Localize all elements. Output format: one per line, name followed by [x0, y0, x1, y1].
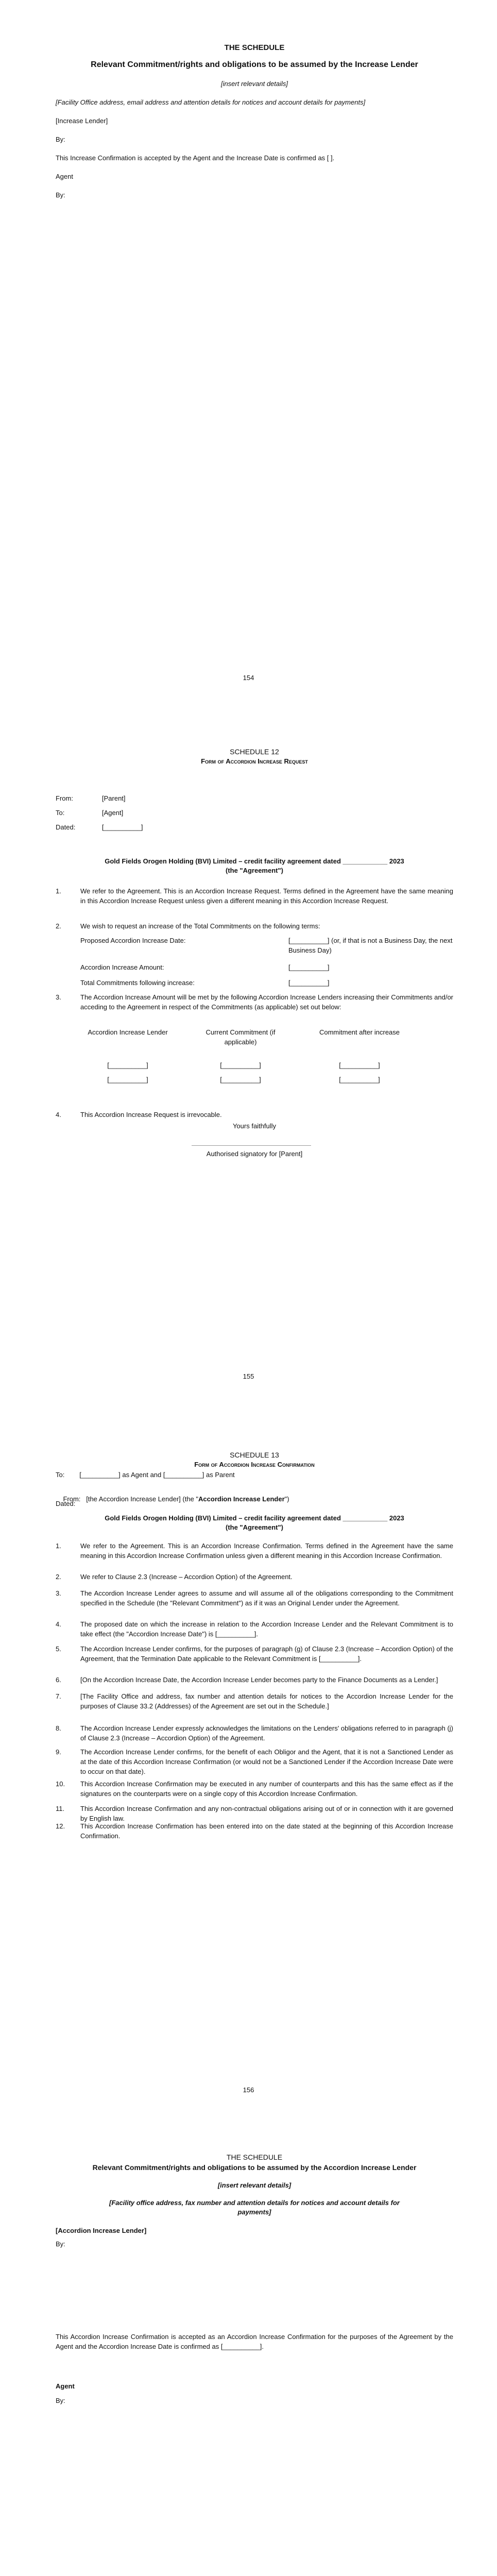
- item-text: [On the Accordion Increase Date, the Accordion Increase Lender becomes party to the Finance Documents as a Lender.]: [80, 1676, 438, 1684]
- from-line-pre: From: [the Accordion Increase Lender] (the ": [63, 1495, 199, 1503]
- insert-details: [insert relevant details]: [217, 2181, 292, 2189]
- table-cell: [__________]: [220, 1061, 261, 1069]
- item-number: 11.: [56, 1805, 65, 1812]
- item-number: 7.: [56, 1692, 61, 1700]
- term-value: [__________]: [288, 979, 330, 987]
- page-number: 154: [243, 674, 254, 682]
- page-155: [0, 703, 497, 1406]
- from-line-defined-term: Accordion Increase Lender: [198, 1495, 285, 1503]
- agreement-line-1: Gold Fields Orogen Holding (BVI) Limited – credit facility agreement dated ____________ 2023: [105, 1514, 404, 1522]
- list-item: [56, 1645, 453, 1664]
- dated-label: Dated:: [56, 823, 76, 831]
- list-item: [56, 1572, 453, 1582]
- term-value: [__________] (or, if that is not a Business Day, the next Business Day): [288, 937, 453, 954]
- to-row: [56, 808, 123, 818]
- table-cell: [__________]: [220, 1076, 261, 1083]
- dated-row: [56, 823, 143, 833]
- accepted-text: This Accordion Increase Confirmation is accepted as an Accordion Increase Confirmation for the purposes of the Agreement by the Agent and the Accordion Increase Date is confirmed as [__________].: [56, 2333, 453, 2350]
- term-value: [__________]: [288, 963, 330, 971]
- term-label: Total Commitments following increase:: [80, 979, 195, 987]
- increase-lender-label: [Accordion Increase Lender]: [56, 2227, 147, 2234]
- item-text: This Accordion Increase Request is irrevocable.: [80, 1111, 222, 1118]
- list-item: [56, 1110, 453, 1120]
- agreement-line-1: Gold Fields Orogen Holding (BVI) Limited – credit facility agreement dated ____________ 2023: [105, 857, 404, 865]
- dated-value: [__________]: [102, 823, 143, 831]
- item-text: [The Facility Office and address, fax number and attention details for notices to the Accordion Increase Lender for the purposes of Clause 33.2 (Addresses) of the Agreement are set out in the Schedule.]: [80, 1692, 453, 1710]
- item-number: 12.: [56, 1822, 65, 1830]
- table-cell: [__________]: [107, 1076, 148, 1083]
- item-number: 3.: [56, 993, 61, 1001]
- from-row: [56, 794, 126, 804]
- item-number: 1.: [56, 1542, 61, 1550]
- page-154: [0, 0, 497, 703]
- list-item: [56, 993, 453, 1012]
- item-number: 2.: [56, 1573, 61, 1581]
- insert-details: [insert relevant details]: [220, 80, 288, 88]
- item-number: 3.: [56, 1589, 61, 1597]
- item-number: 2.: [56, 922, 61, 930]
- page-156: [0, 1406, 497, 2110]
- list-item: [56, 1541, 453, 1561]
- table-header-cell: Accordion Increase Lender: [88, 1028, 168, 1036]
- item-text: We refer to Clause 2.3 (Increase – Accordion Option) of the Agreement.: [80, 1573, 293, 1581]
- agent-label: Agent: [56, 173, 73, 180]
- by-label-1: By:: [56, 135, 65, 143]
- schedule-subtitle: Relevant Commitment/rights and obligations to be assumed by the Increase Lender: [91, 60, 418, 69]
- list-item: [56, 1675, 453, 1685]
- list-item: [56, 1724, 453, 1743]
- schedule-title: THE SCHEDULE: [224, 43, 285, 52]
- item-text: The Accordion Increase Lender agrees to assume and will assume all of the obligations corresponding to the Commitment specified in the Schedule (the "Relevant Commitment") as if it was an Original Lender under the Agreement.: [80, 1589, 453, 1607]
- page-number: 155: [243, 1372, 254, 1380]
- agent-label: Agent: [56, 2382, 75, 2390]
- from-value: [Parent]: [102, 794, 126, 802]
- list-item: [56, 922, 453, 931]
- to-value: [Agent]: [102, 809, 124, 817]
- item-text: The Accordion Increase Lender confirms, for the benefit of each Obligor and the Agent, that it is not a Sanctioned Lender as at the date of this Accordion Increase Confirmation (or would not be a Sanctioned Lender if the Accordion Increase Date were to occur on that date).: [80, 1748, 453, 1775]
- by-label-2: By:: [56, 191, 65, 199]
- list-item: [56, 1748, 453, 1777]
- to-label: To:: [56, 809, 65, 817]
- facility-office-line-1: [Facility office address, fax number and attention details for notices and account details for: [109, 2199, 400, 2207]
- to-line: To: [__________] as Agent and [__________] as Parent: [56, 1471, 235, 1479]
- signature-line: [192, 1145, 311, 1146]
- page-157: [0, 2110, 497, 2576]
- item-text: We refer to the Agreement. This is an Accordion Increase Request. Terms defined in the Agreement have the same meaning in this Accordion Increase Request unless given a different meaning in this Accordion Increase Request.: [80, 887, 453, 905]
- item-text: The Accordion Increase Amount will be met by the following Accordion Increase Lenders increasing their Commitments and/or acceding to the Agreement in respect of the Commitments (as applicable) set out below:: [80, 993, 453, 1011]
- item-text: The proposed date on which the increase in relation to the Accordion Increase Lender and the Relevant Commitment is to take effect (the "Accordion Increase Date") is [__________].: [80, 1620, 453, 1638]
- table-header-cell: Commitment after increase: [319, 1028, 400, 1036]
- item-number: 5.: [56, 1645, 61, 1653]
- schedule-number: SCHEDULE 13: [230, 1451, 279, 1459]
- form-title: Form of Accordion Increase Confirmation: [194, 1461, 315, 1468]
- item-text: The Accordion Increase Lender confirms, for the purposes of paragraph (g) of Clause 2.3 (Increase – Accordion Option) of the Agreement, that the Termination Date applicable to the Relevant Commitment is [__________].: [80, 1645, 453, 1663]
- from-label: From:: [56, 794, 73, 802]
- by-label-1: By:: [56, 2240, 65, 2248]
- table-cell: [__________]: [339, 1061, 380, 1069]
- page-number: 156: [243, 2086, 254, 2094]
- schedule-subtitle: Relevant Commitment/rights and obligations to be assumed by the Accordion Increase Lender: [92, 2163, 417, 2172]
- accepted-text: This Increase Confirmation is accepted by the Agent and the Increase Date is confirmed as [ ].: [56, 154, 335, 162]
- term-label: Accordion Increase Amount:: [80, 963, 164, 971]
- facility-office-line-2: payments]: [237, 2208, 271, 2216]
- schedule-number: SCHEDULE 12: [230, 748, 279, 756]
- item-number: 10.: [56, 1780, 65, 1788]
- increase-lender-label: [Increase Lender]: [56, 117, 108, 125]
- table-cell: [__________]: [339, 1076, 380, 1083]
- by-label-2: By:: [56, 2397, 65, 2404]
- item-text: This Accordion Increase Confirmation has been entered into on the date stated at the beginning of this Accordion Increase Confirmation.: [80, 1822, 453, 1840]
- agreement-line-2: (the "Agreement"): [225, 867, 283, 874]
- list-item: [56, 1589, 453, 1608]
- schedule-title: THE SCHEDULE: [226, 2153, 283, 2161]
- list-item: [56, 1620, 453, 1639]
- list-item: [56, 887, 453, 906]
- facility-office-text: [Facility Office address, email address and attention details for notices and account details for payments]: [56, 98, 366, 106]
- item-text: We refer to the Agreement. This is an Accordion Increase Confirmation. Terms defined in the Agreement have the same meaning in this Accordion Increase Confirmation unless given a different meaning in this Accordion Increase Confirmation.: [80, 1542, 453, 1560]
- item-text: This Accordion Increase Confirmation may be executed in any number of counterparts and this has the same effect as if the signatures on the counterparts were on a single copy of this Accordion Increase Confirmation.: [80, 1780, 453, 1798]
- item-text: We wish to request an increase of the Total Commitments on the following terms:: [80, 922, 320, 930]
- item-number: 8.: [56, 1724, 61, 1732]
- item-number: 4.: [56, 1620, 61, 1628]
- yours-faithfully: Yours faithfully: [232, 1122, 277, 1130]
- item-number: 6.: [56, 1676, 61, 1684]
- agreement-line-2: (the "Agreement"): [225, 1523, 283, 1531]
- item-number: 4.: [56, 1111, 61, 1118]
- signatory-label: Authorised signatory for [Parent]: [206, 1150, 303, 1158]
- list-item: [56, 1780, 453, 1799]
- list-item: [56, 1822, 453, 1841]
- dated-label: Dated:: [56, 1500, 76, 1507]
- list-item: [56, 1804, 453, 1824]
- from-line-post: "): [284, 1495, 289, 1503]
- table-cell: [__________]: [107, 1061, 148, 1069]
- list-item: [56, 1692, 453, 1711]
- item-number: 9.: [56, 1748, 61, 1756]
- term-label: Proposed Accordion Increase Date:: [80, 937, 186, 944]
- form-title: Form of Accordion Increase Request: [201, 757, 308, 765]
- table-header-cell: Current Commitment (if applicable): [205, 1028, 276, 1046]
- item-text: This Accordion Increase Confirmation and any non-contractual obligations arising out of or in connection with it are governed by English law.: [80, 1805, 453, 1822]
- item-number: 1.: [56, 887, 61, 895]
- item-text: The Accordion Increase Lender expressly acknowledges the limitations on the Lenders' obligations referred to in paragraph (j) of Clause 2.3 (Increase – Accordion Option) of the Agreement.: [80, 1724, 453, 1742]
